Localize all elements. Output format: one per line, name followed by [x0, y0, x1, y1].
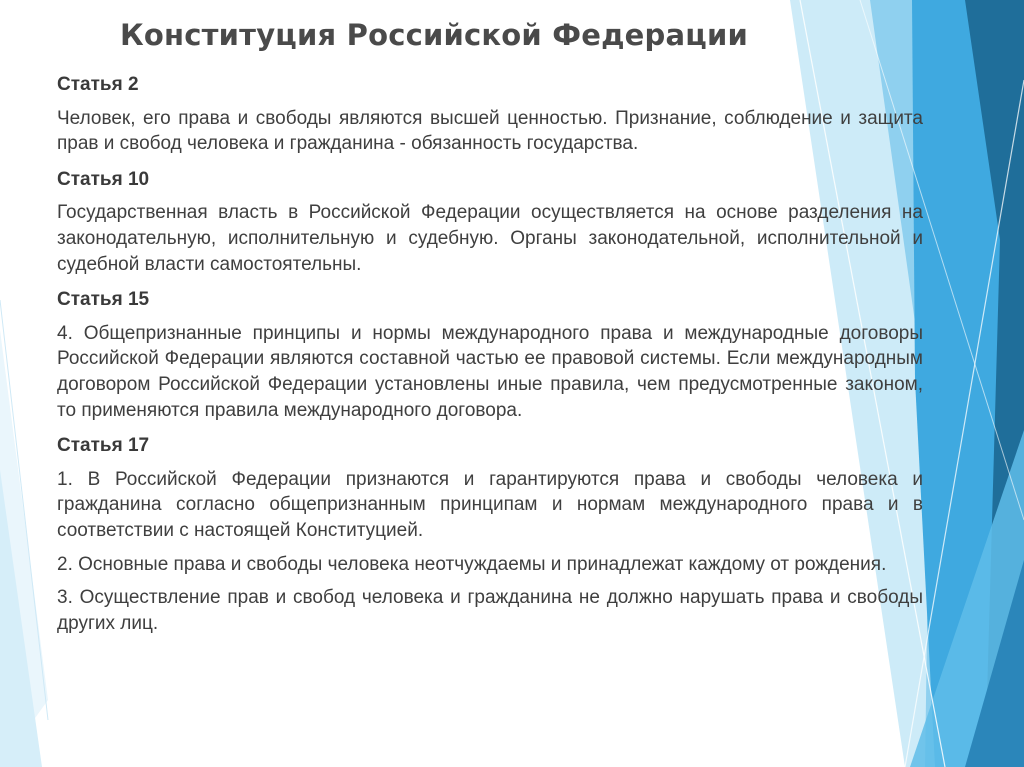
article-paragraph: Государственная власть в Российской Федерации осуществляется на основе разделения на законодательную, исполнительную и судебную. Органы законодательной, исполнительной и судебной власти самостоятельны. — [57, 202, 923, 275]
article-paragraph: 1. В Российской Федерации признаются и гарантируются права и свободы человека и гражданина согласно общепризнанным принципам и нормам международного права и в соответствии с настоящей Конституцией. — [57, 468, 923, 541]
articles-content — [57, 72, 923, 636]
article-paragraph: 2. Основные права и свободы человека неотчуждаемы и принадлежат каждому от рождения. — [57, 553, 887, 575]
article-heading: Статья 17 — [57, 435, 150, 457]
article-heading: Статья 2 — [57, 74, 139, 95]
article-heading: Статья 10 — [57, 168, 150, 190]
article-heading: Статья 15 — [57, 289, 150, 311]
slide-title: Конституция Российской Федерации — [120, 18, 749, 52]
article-paragraph: Человек, его права и свободы являются высшей ценностью. Признание, соблюдение и защита прав и свобод человека и гражданина - обязанность государства. — [57, 107, 923, 155]
article-paragraph: 3. Осуществление прав и свобод человека и гражданина не должно нарушать права и свободы других лиц. — [57, 587, 923, 634]
article-paragraph: 4. Общепризнанные принципы и нормы международного права и международные договоры Российской Федерации являются составной частью ее правовой системы. Если международным договором Российской Федерации установлены иные правила, чем предусмотренные законом, то применяются правила международного договора. — [57, 322, 923, 421]
